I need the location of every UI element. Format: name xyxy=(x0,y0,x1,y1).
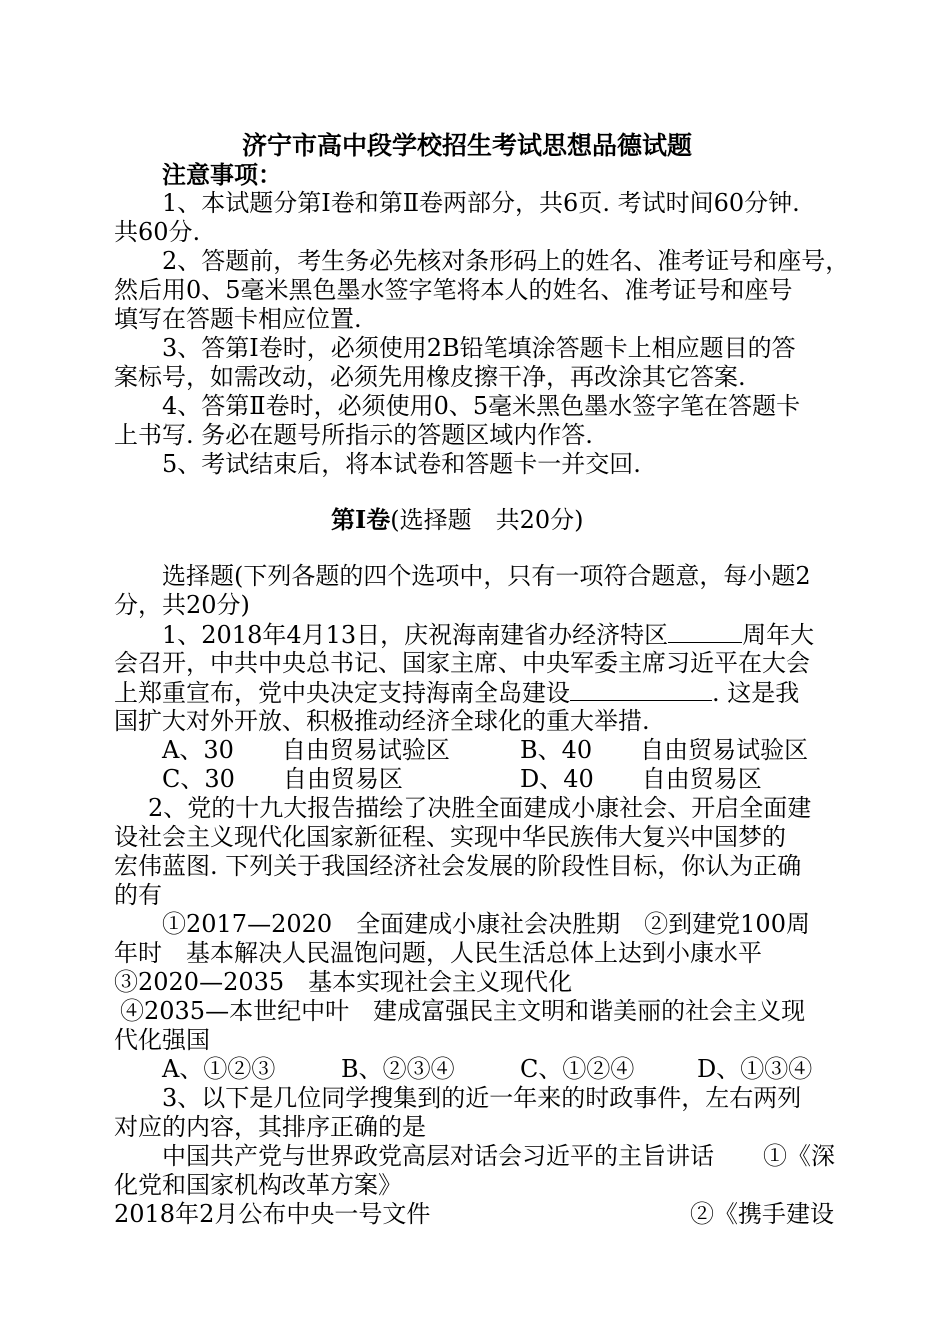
q2-statement: ③2020—2035 基本实现社会主义现代化 xyxy=(114,968,573,996)
q1-option-b: B、40 自由贸易试验区 xyxy=(520,736,809,764)
q2-line: 设社会主义现代化国家新征程、实现中华民族伟大复兴中国梦的 xyxy=(114,823,786,851)
q1-line: 国扩大对外开放、积极推动经济全球化的重大举措. xyxy=(114,707,650,735)
notice-line: 填写在答题卡相应位置. xyxy=(114,305,362,333)
notice-line: 5、考试结束后，将本试卷和答题卡一并交回. xyxy=(162,450,641,478)
notice-line: 2、答题前，考生务必先核对条形码上的姓名、准考证号和座号， xyxy=(162,247,850,275)
notice-line: 1、本试题分第Ⅰ卷和第Ⅱ卷两部分，共6页. 考试时间60分钟. xyxy=(162,189,800,217)
section-heading xyxy=(331,505,584,535)
q3-left-item: 中国共产党与世界政党高层对话会习近平的主旨讲话 xyxy=(162,1142,714,1170)
intro-line: 分，共20分) xyxy=(114,591,250,619)
notice-line: 上书写. 务必在题号所指示的答题区域内作答. xyxy=(114,421,593,449)
q3-right-item: ②《携手建设 xyxy=(690,1200,834,1228)
q1-option-a: A、30 自由贸易试验区 xyxy=(162,736,450,764)
q2-option-d: D、①③④ xyxy=(697,1055,813,1083)
q3-right-item: 化党和国家机构改革方案》 xyxy=(114,1171,402,1199)
q3-right-item: ①《深 xyxy=(763,1142,835,1170)
q1-text: 周年大 xyxy=(742,621,815,649)
q2-option-c: C、①②④ xyxy=(520,1055,635,1083)
q1-line: 会召开，中共中央总书记、国家主席、中央军委主席习近平在大会 xyxy=(114,649,810,677)
q3-left-item: 2018年2月公布中央一号文件 xyxy=(114,1200,431,1228)
section-heading-bold: 第Ⅰ卷 xyxy=(331,505,391,534)
q1-option-c: C、30 自由贸易区 xyxy=(162,765,403,793)
page-title: 济宁市高中段学校招生考试思想品德试题 xyxy=(242,131,693,160)
notice-line: 3、答第Ⅰ卷时，必须使用2B铅笔填涂答题卡上相应题目的答 xyxy=(162,334,796,362)
q2-line: 宏伟蓝图. 下列关于我国经济社会发展的阶段性目标，你认为正确 xyxy=(114,852,802,880)
q2-option-b: B、②③④ xyxy=(341,1055,455,1083)
q1-text: . 这是我 xyxy=(712,679,800,707)
notice-line: 4、答第Ⅱ卷时，必须使用0、5毫米黑色墨水签字笔在答题卡 xyxy=(162,392,801,420)
notice-line: 案标号，如需改动，必须先用橡皮擦干净，再改涂其它答案. xyxy=(114,363,746,391)
q1-line xyxy=(162,620,814,650)
q2-statement: 代化强国 xyxy=(114,1026,210,1054)
q3-line: 3、以下是几位同学搜集到的近一年来的时政事件，左右两列 xyxy=(162,1084,802,1112)
q1-text: 1、2018年4月13日，庆祝海南建省办经济特区 xyxy=(162,621,669,649)
notice-line: 然后用0、5毫米黑色墨水签字笔将本人的姓名、准考证号和座号 xyxy=(114,276,793,304)
intro-line: 选择题(下列各题的四个选项中，只有一项符合题意，每小题2 xyxy=(162,562,811,590)
section-heading-normal: (选择题 共20分) xyxy=(390,506,584,534)
q2-statement: ④2035—本世纪中叶 建成富强民主文明和谐美丽的社会主义现 xyxy=(120,997,806,1025)
q2-option-a: A、①②③ xyxy=(162,1055,276,1083)
notice-heading: 注意事项： xyxy=(162,160,282,189)
q1-line xyxy=(114,678,799,708)
q1-option-d: D、40 自由贸易区 xyxy=(520,765,762,793)
q2-line: 2、党的十九大报告描绘了决胜全面建成小康社会、开启全面建 xyxy=(148,794,812,822)
q2-statement: ①2017—2020 全面建成小康社会决胜期 ②到建党100周 xyxy=(162,910,810,938)
notice-line: 共60分. xyxy=(114,218,201,246)
q1-text: 上郑重宣布，党中央决定支持海南全岛建设 xyxy=(114,679,570,707)
answer-blank xyxy=(570,678,712,701)
q3-line: 对应的内容，其排序正确的是 xyxy=(114,1113,426,1141)
q2-statement: 年时 基本解决人民温饱问题，人民生活总体上达到小康水平 xyxy=(114,939,762,967)
answer-blank xyxy=(668,620,742,643)
q2-line: 的有 xyxy=(114,881,162,909)
